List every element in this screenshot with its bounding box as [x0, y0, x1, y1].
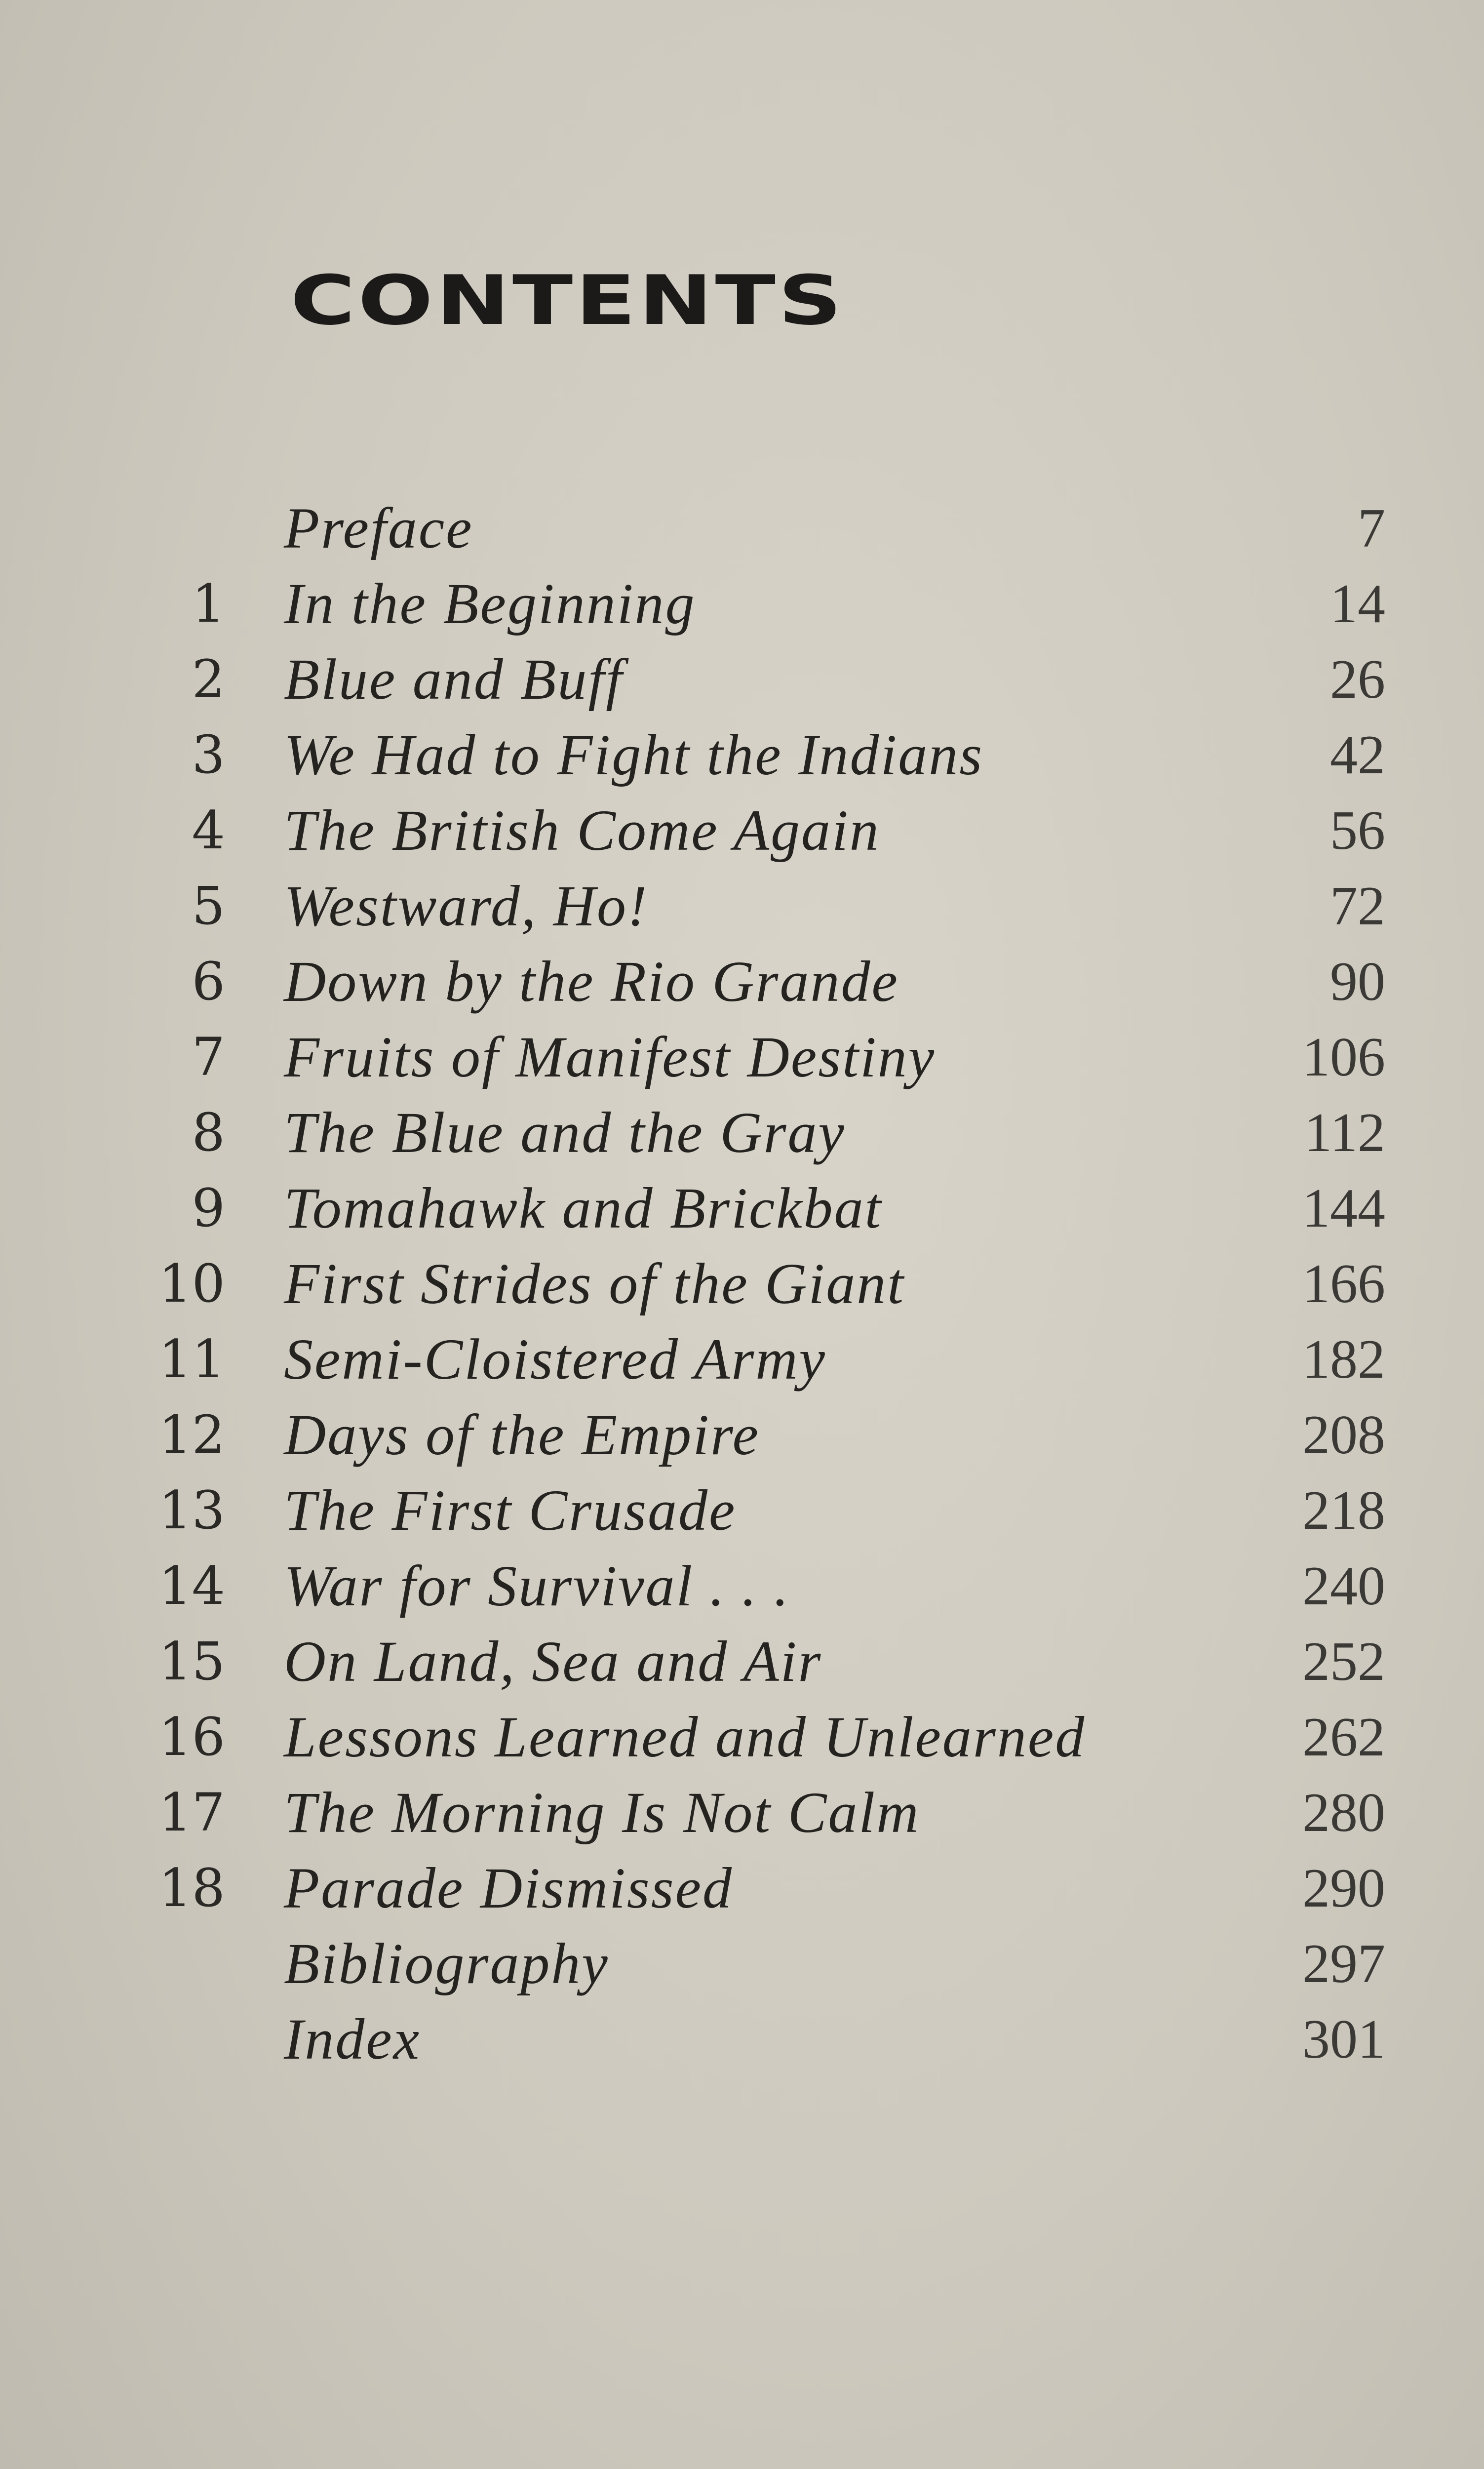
chapter-title: War for Survival . . . — [284, 1553, 790, 1618]
page-number: 106 — [1302, 1027, 1385, 1088]
page-number: 182 — [1302, 1329, 1385, 1390]
toc-entry — [0, 1851, 1484, 1925]
toc-entry — [0, 1247, 1484, 1321]
chapter-number: 12 — [158, 1404, 225, 1465]
chapter-number: 9 — [192, 1178, 225, 1238]
page-number: 301 — [1302, 2009, 1385, 2070]
chapter-title: First Strides of the Giant — [284, 1251, 905, 1316]
page-number: 218 — [1302, 1480, 1385, 1541]
chapter-title: Tomahawk and Brickbat — [284, 1176, 883, 1240]
page-number: 252 — [1302, 1631, 1385, 1692]
toc-entry — [0, 642, 1484, 717]
page-number: 112 — [1304, 1102, 1385, 1163]
page-number: 56 — [1330, 800, 1385, 861]
page-number: 290 — [1302, 1858, 1385, 1919]
toc-entry — [0, 1700, 1484, 1774]
chapter-number: 4 — [192, 800, 225, 861]
page-number: 42 — [1330, 724, 1385, 786]
page-number: 280 — [1302, 1782, 1385, 1843]
chapter-number: 16 — [158, 1707, 225, 1767]
toc-entry — [0, 567, 1484, 641]
chapter-title: Index — [284, 2007, 421, 2071]
contents-heading: CONTENTS — [290, 261, 845, 340]
chapter-number: 14 — [158, 1555, 225, 1616]
chapter-number: 3 — [192, 724, 225, 785]
chapter-title: In the Beginning — [284, 571, 696, 636]
chapter-title: The Morning Is Not Calm — [284, 1780, 920, 1845]
chapter-number: 10 — [158, 1253, 225, 1314]
chapter-number: 18 — [158, 1858, 225, 1918]
chapter-number: 17 — [158, 1782, 225, 1843]
toc-entry — [0, 1322, 1484, 1396]
chapter-title: The British Come Again — [284, 798, 880, 863]
toc-entry — [0, 794, 1484, 868]
chapter-number: 15 — [158, 1631, 225, 1692]
chapter-title: Days of the Empire — [284, 1402, 760, 1467]
page-number: 240 — [1302, 1555, 1385, 1617]
chapter-title: Westward, Ho! — [284, 874, 649, 938]
chapter-number: 13 — [158, 1480, 225, 1541]
toc-entry — [0, 1398, 1484, 1472]
chapter-number: 7 — [192, 1027, 225, 1087]
chapter-number: 11 — [158, 1329, 225, 1390]
toc-entry — [0, 1096, 1484, 1170]
chapter-title: The Blue and the Gray — [284, 1100, 846, 1165]
page-number: 7 — [1358, 498, 1385, 559]
chapter-number: 5 — [192, 876, 225, 936]
page-number: 297 — [1302, 1933, 1385, 1994]
chapter-title: On Land, Sea and Air — [284, 1629, 822, 1694]
chapter-title: Down by the Rio Grande — [284, 949, 899, 1014]
toc-entry — [0, 1171, 1484, 1245]
page-number: 72 — [1330, 876, 1385, 937]
chapter-title: Preface — [284, 496, 473, 560]
chapter-title: Semi-Cloistered Army — [284, 1327, 826, 1392]
page-number: 26 — [1330, 649, 1385, 710]
toc-entry — [0, 945, 1484, 1019]
chapter-title: We Had to Fight the Indians — [284, 722, 984, 787]
chapter-number: 2 — [192, 649, 225, 710]
page-number: 14 — [1330, 573, 1385, 635]
page-number: 90 — [1330, 951, 1385, 1012]
chapter-number: 6 — [192, 951, 225, 1012]
toc-entry — [0, 718, 1484, 792]
chapter-title: Lessons Learned and Unlearned — [284, 1705, 1086, 1769]
chapter-title: Bibliography — [284, 1931, 609, 1996]
toc-entry — [0, 1473, 1484, 1548]
chapter-title: Fruits of Manifest Destiny — [284, 1025, 936, 1089]
toc-entry — [0, 1776, 1484, 1850]
page-number: 208 — [1302, 1404, 1385, 1466]
chapter-title: The First Crusade — [284, 1478, 737, 1543]
page-number: 144 — [1302, 1178, 1385, 1239]
page-number: 166 — [1302, 1253, 1385, 1314]
chapter-number: 1 — [192, 573, 225, 634]
toc-entry — [0, 491, 1484, 565]
chapter-title: Parade Dismissed — [284, 1856, 734, 1920]
page-number: 262 — [1302, 1707, 1385, 1768]
chapter-number: 8 — [192, 1102, 225, 1163]
toc-entry — [0, 1927, 1484, 2001]
toc-entry — [0, 2002, 1484, 2076]
toc-entry — [0, 869, 1484, 943]
toc-entry — [0, 1549, 1484, 1623]
chapter-title: Blue and Buff — [284, 647, 624, 712]
toc-entry — [0, 1020, 1484, 1094]
toc-entry — [0, 1625, 1484, 1699]
